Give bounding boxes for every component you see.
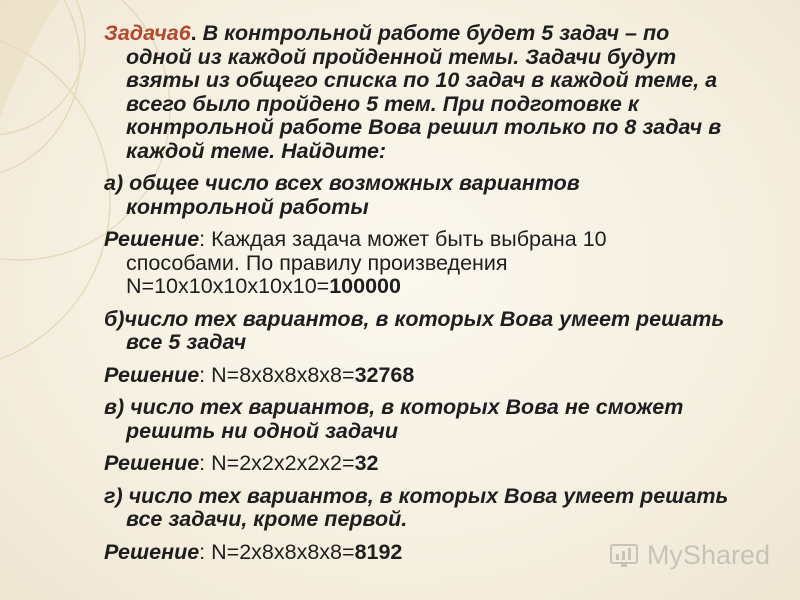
solution-colon: :: [199, 451, 212, 475]
task-line-3: взяты из общего списка по 10 задач в каждой теме, а: [126, 68, 718, 92]
task-label: Задача6: [104, 21, 191, 45]
part-b: [104, 308, 774, 355]
solution-label: Решение: [104, 539, 200, 564]
part-d-answer: 8192: [354, 539, 403, 564]
solution-colon: :: [199, 362, 212, 387]
part-d-question-2: все задачи, кроме первой.: [126, 507, 408, 531]
part-c-answer: 32: [354, 451, 379, 475]
part-b-formula: N=8х8х8х8х8=: [211, 362, 355, 387]
task-line-6: каждой теме. Найдите:: [126, 138, 387, 163]
part-c-solution: [104, 452, 774, 476]
part-c-solution-line-1: [104, 452, 774, 476]
part-d: [104, 485, 774, 532]
part-b-solution-line-1: [104, 364, 774, 388]
part-c-question-1: в) число тех вариантов, в которых Вова не сможет: [104, 395, 684, 419]
task-statement: [104, 22, 774, 163]
part-d-question-1: г) число тех вариантов, в которых Вова умеет решать: [104, 483, 729, 508]
slide-content: [104, 22, 774, 573]
part-b-question-1: б)число тех вариантов, в которых Вова умеет решать: [104, 306, 725, 331]
part-a-solution: [104, 228, 774, 299]
part-a-solution-line-1: [104, 228, 774, 252]
task-line-4: всего было пройдено 5 тем. При подготовке к: [126, 91, 639, 116]
solution-colon: :: [199, 227, 212, 251]
task-line-2: одной из каждой пройденной темы. Задачи будут: [126, 44, 677, 69]
part-b-solution: [104, 364, 774, 388]
part-a-solution-line-2: способами. По правилу произведения: [126, 250, 508, 275]
part-c-question-2: решить ни одной задачи: [126, 418, 398, 443]
task-period: .: [190, 21, 197, 45]
task-line-1: [104, 22, 774, 46]
watermark-text: MyShared: [646, 540, 770, 570]
myshared-logo-icon: [609, 542, 641, 570]
task-text-1: В контрольной работе будет 5 задач – по: [196, 21, 670, 45]
part-a-question-2: контрольной работы: [126, 194, 369, 219]
solution-label: Решение: [104, 451, 200, 475]
part-c-formula: N=2х2х2х2х2=: [211, 451, 355, 475]
myshared-watermark: [609, 540, 770, 571]
part-b-answer: 32768: [354, 362, 415, 387]
task-line-5: контрольной работе Вова решил только по 8 задач в: [126, 115, 722, 139]
part-a-question-1: а) общее число всех возможных вариантов: [104, 171, 580, 195]
part-b-question-2: все 5 задач: [126, 330, 247, 354]
part-a-answer: 100000: [329, 274, 401, 298]
part-a: [104, 172, 774, 219]
solution-colon: :: [199, 539, 212, 564]
solution-label: Решение: [104, 227, 200, 251]
part-d-formula: N=2х8х8х8х8=: [211, 539, 355, 564]
part-c: [104, 396, 774, 443]
part-a-solution-text-1: Каждая задача может быть выбрана 10: [211, 227, 607, 251]
solution-label: Решение: [104, 362, 200, 387]
part-a-solution-line-3: [104, 275, 774, 299]
part-a-formula: N=10х10х10х10х10=: [126, 274, 330, 298]
